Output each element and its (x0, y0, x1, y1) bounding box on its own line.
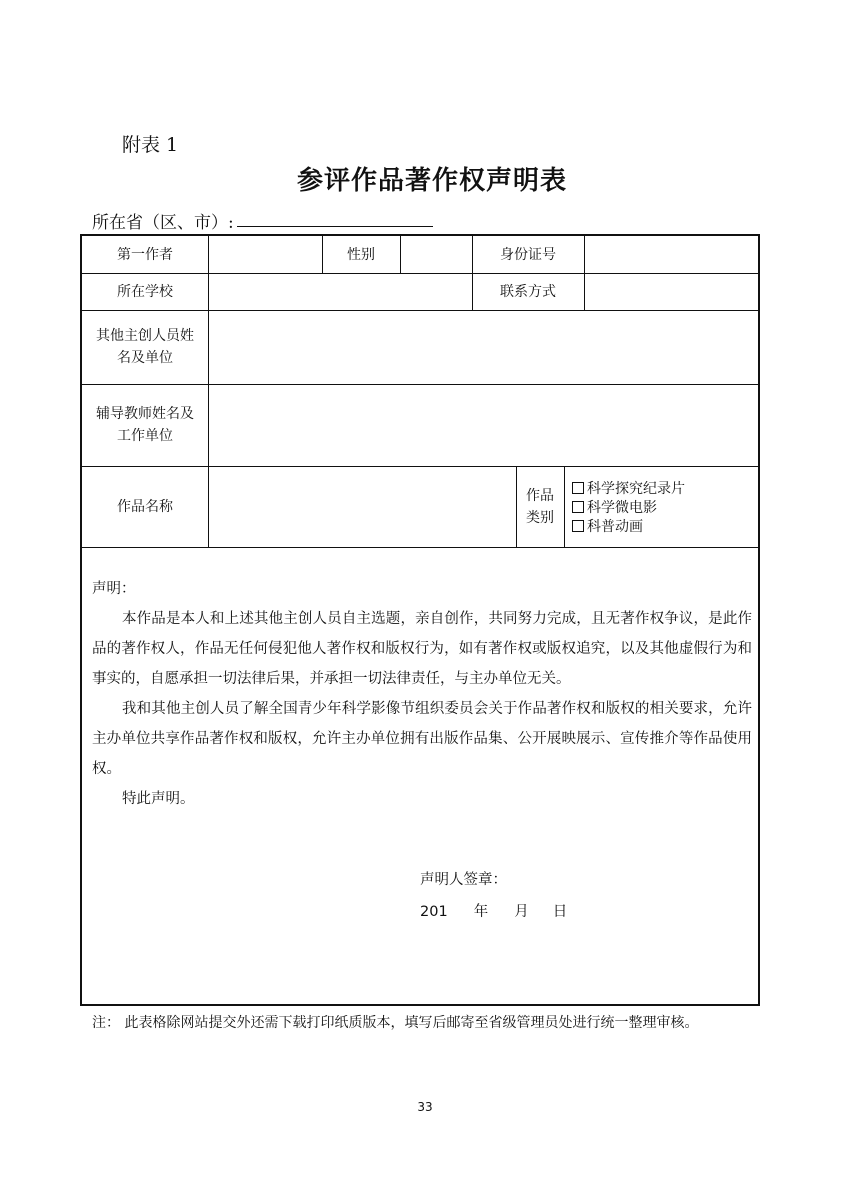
category-options (572, 480, 685, 537)
contact-field[interactable] (585, 273, 758, 310)
advisor-label: 辅导教师姓名及工作单位 (96, 406, 194, 444)
first-author-field[interactable] (209, 236, 322, 273)
declaration (92, 574, 752, 814)
signature-date (420, 900, 567, 921)
declaration-closing: 特此声明。 (122, 791, 195, 807)
appendix-label: 附表 1 (122, 134, 179, 156)
province-input-line[interactable] (237, 226, 433, 227)
category-option[interactable]: 科学微电影 (572, 499, 685, 518)
school-label: 所在学校 (117, 283, 173, 300)
footnote: 注： 此表格除网站提交外还需下载打印纸质版本，填写后邮寄至省级管理员处进行统一整理审核。 (92, 1015, 699, 1031)
gender-field[interactable] (401, 236, 472, 273)
checkbox-icon (572, 501, 584, 513)
other-creators-field[interactable] (209, 310, 758, 384)
signature-label: 声明人签章： (420, 872, 507, 888)
work-name-field[interactable] (209, 466, 516, 547)
copyright-form (80, 234, 760, 1006)
gender-label: 性别 (347, 246, 375, 263)
advisor-field[interactable] (209, 384, 758, 466)
checkbox-icon (572, 520, 584, 532)
school-field[interactable] (209, 273, 472, 310)
checkbox-icon (572, 482, 584, 494)
year-label: 年 (473, 904, 489, 920)
id-number-label: 身份证号 (500, 246, 556, 263)
category-option[interactable]: 科学探究纪录片 (572, 480, 685, 499)
id-number-field[interactable] (585, 236, 758, 273)
month-label: 月 (514, 904, 529, 920)
other-creators-label: 其他主创人员姓名及单位 (96, 328, 194, 366)
contact-label: 联系方式 (500, 283, 556, 300)
declaration-paragraph: 本作品是本人和上述其他主创人员自主选题，亲自创作，共同努力完成，且无著作权争议，是此作品的著作权人，作品无任何侵犯他人著作权和版权行为，如有著作权或版权追究，以及其他虚假行为和事实的，自愿承担一切法律后果，并承担一切法律责任，与主办单位无关。 (92, 611, 752, 687)
page-title: 参评作品著作权声明表 (296, 166, 567, 196)
day-label: 日 (552, 904, 568, 920)
category-option[interactable]: 科普动画 (572, 518, 685, 537)
declaration-paragraph: 我和其他主创人员了解全国青少年科学影像节组织委员会关于作品著作权和版权的相关要求，允许主办单位共享作品著作权和版权，允许主办单位拥有出版作品集、公开展映展示、宣传推介等作品使用权。 (92, 701, 752, 777)
category-label: 作品类别 (526, 487, 554, 526)
work-name-label: 作品名称 (117, 498, 173, 515)
page-number: 33 (417, 1100, 433, 1114)
first-author-label: 第一作者 (117, 246, 173, 263)
province-label: 所在省（区、市）: (92, 213, 234, 233)
declaration-heading: 声明： (92, 581, 136, 597)
year-prefix: 201 (420, 904, 448, 920)
